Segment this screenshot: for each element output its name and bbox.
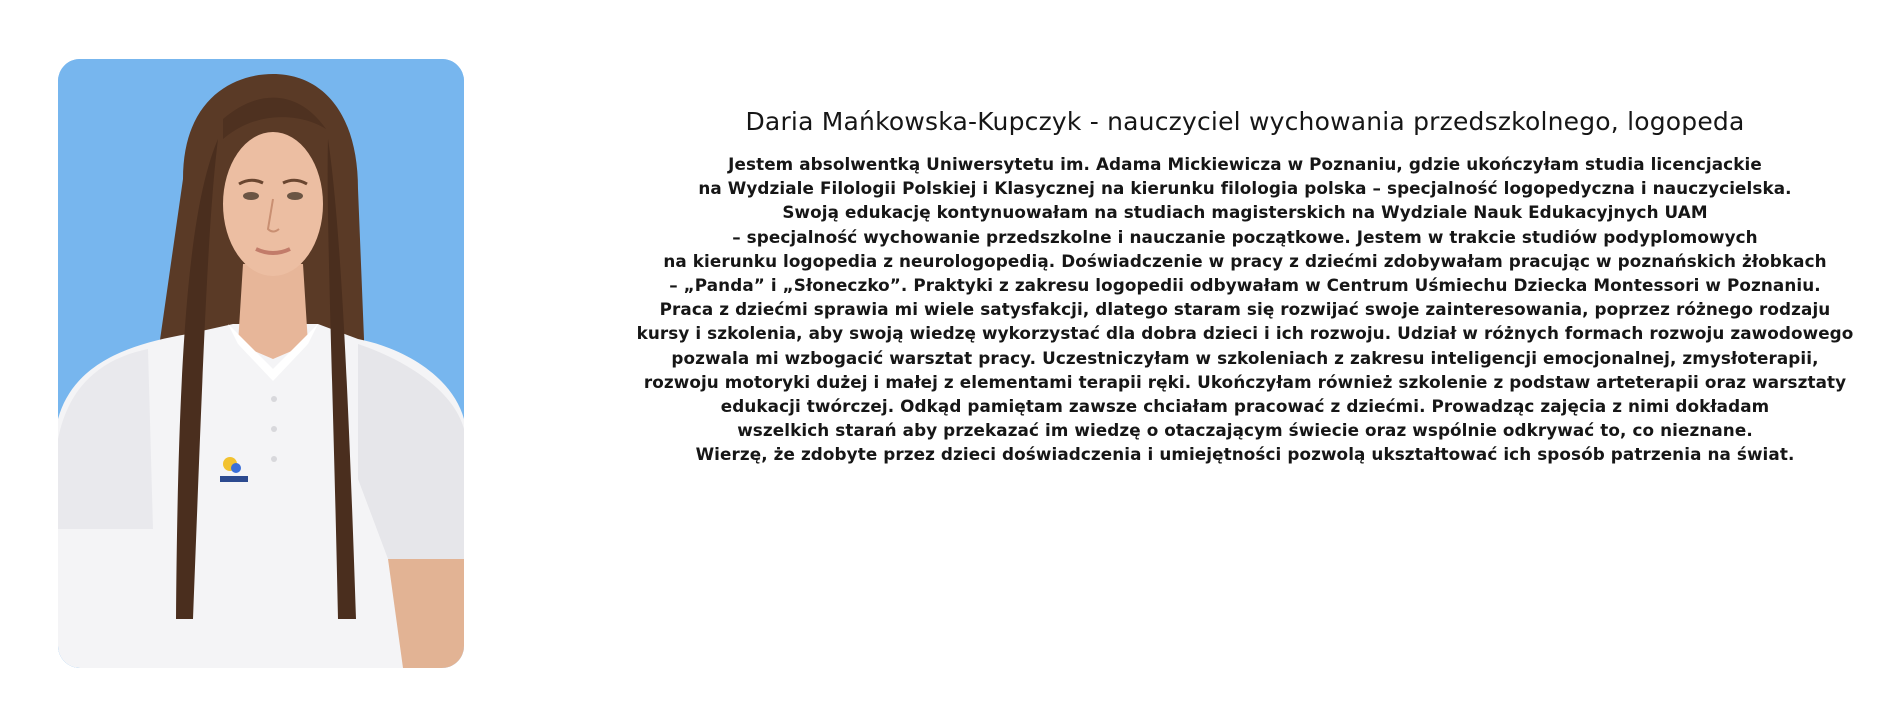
bio-line: kursy i szkolenia, aby swoją wiedzę wykorzystać dla dobra dzieci i ich rozwoju. Udział w różnych formach rozwoju zawodowego — [636, 323, 1854, 344]
shirt-button — [271, 456, 277, 462]
bio-line: – „Panda” i „Słoneczko”. Praktyki z zakresu logopedii odbywałam w Centrum Uśmiechu Dziecka Montessori w Poznaniu. — [669, 275, 1821, 296]
bio-line: na Wydziale Filologii Polskiej i Klasycznej na kierunku filologia polska – specjalność logopedyczna i nauczycielska. — [698, 178, 1792, 199]
bio-line: Praca z dziećmi sprawia mi wiele satysfakcji, dlatego staram się rozwijać swoje zainteresowania, poprzez różnego rodzaju — [659, 299, 1831, 320]
bio-line: – specjalność wychowanie przedszkolne i nauczanie początkowe. Jestem w trakcie studiów podyplomowych — [732, 226, 1758, 247]
portrait-illustration — [58, 59, 464, 668]
bio-line: wszelkich starań aby przekazać im wiedzę o otaczającym świecie oraz wspólnie odkrywać to, co nieznane. — [737, 420, 1753, 441]
teacher-portrait — [58, 59, 464, 668]
teacher-name-heading: Daria Mańkowska-Kupczyk - nauczyciel wychowania przedszkolnego, logopeda — [745, 107, 1745, 136]
bio-line: edukacji twórczej. Odkąd pamiętam zawsze chciałam pracować z dziećmi. Prowadząc zajęcia z nimi dokładam — [720, 396, 1770, 417]
teacher-bio — [610, 152, 1880, 467]
bio-line: na kierunku logopedia z neurologopedią. Doświadczenie w pracy z dziećmi zdobywałam pracując w poznańskich żłobkach — [663, 250, 1827, 271]
bio-line: pozwala mi wzbogacić warsztat pracy. Uczestniczyłam w szkoleniach z zakresu inteligencji emocjonalnej, zmysłoterapii, — [671, 347, 1819, 368]
bio-line: rozwoju motoryki dużej i małej z elementami terapii ręki. Ukończyłam również szkolenie z podstaw arteterapii oraz warsztaty — [643, 371, 1847, 392]
left-eye — [243, 192, 259, 200]
shirt-button — [271, 426, 277, 432]
teacher-bio-section — [610, 104, 1880, 467]
bio-line: Swoją edukację kontynuowałam na studiach magisterskich na Wydziale Nauk Edukacyjnych UAM — [782, 202, 1708, 223]
right-eye — [287, 192, 303, 200]
bio-line: Jestem absolwentką Uniwersytetu im. Adama Mickiewicza w Poznaniu, gdzie ukończyłam studia licencjackie — [728, 154, 1762, 174]
bio-line: Wierzę, że zdobyte przez dzieci doświadczenia i umiejętności pozwolą ukształtować ich sposób patrzenia na świat. — [695, 444, 1795, 465]
shirt-button — [271, 396, 277, 402]
